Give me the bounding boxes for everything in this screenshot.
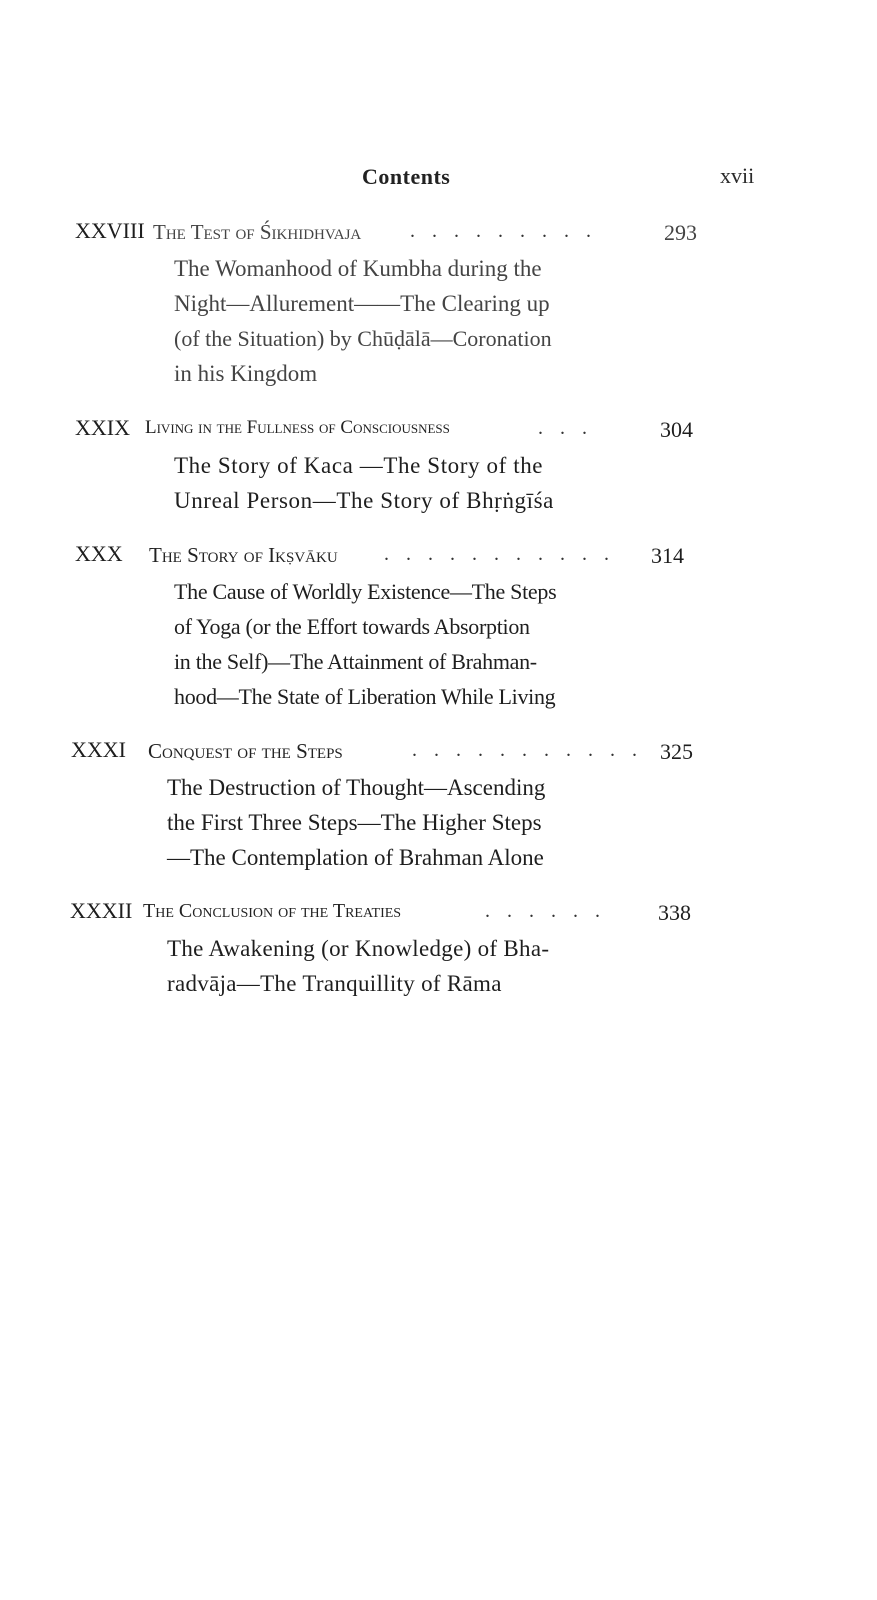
chapter-numeral: XXIX xyxy=(75,415,130,440)
synopsis-line: in the Self)—The Attainment of Brahman- xyxy=(174,649,537,674)
chapter-page-number: 293 xyxy=(664,220,697,245)
synopsis-line: in his Kingdom xyxy=(174,361,318,386)
chapter-numeral: XXX xyxy=(75,541,123,566)
chapter-title: The Test of Śikhidhvaja xyxy=(153,220,362,244)
synopsis-line: The Destruction of Thought—Ascending xyxy=(167,775,546,800)
synopsis-line: (of the Situation) by Chūḍālā—Coronation xyxy=(174,326,552,351)
chapter-title: Living in the Fullness of Consciousness xyxy=(145,417,450,438)
page-number: xvii xyxy=(720,163,755,188)
synopsis-line: hood—The State of Liberation While Living xyxy=(174,684,556,709)
chapter-page-number: 304 xyxy=(660,417,693,442)
synopsis-line: The Womanhood of Kumbha during the xyxy=(174,256,542,281)
dot-leader: . . . . . . xyxy=(485,900,606,922)
chapter-numeral: XXVIII xyxy=(75,218,145,243)
synopsis-line: —The Contemplation of Brahman Alone xyxy=(167,845,544,870)
chapter-synopsis xyxy=(174,574,624,714)
synopsis-line: The Story of Kaca —The Story of the xyxy=(174,453,544,478)
chapter-numeral: XXXI xyxy=(71,737,126,762)
dot-leader: . . . . . . . . . . . xyxy=(384,543,615,565)
chapter-title: The Conclusion of the Treaties xyxy=(143,900,402,922)
chapter-numeral: XXXII xyxy=(70,898,133,923)
synopsis-line: the First Three Steps—The Higher Steps xyxy=(167,810,542,835)
synopsis-line: The Cause of Worldly Existence—The Steps xyxy=(174,579,557,604)
synopsis-line: Unreal Person—The Story of Bhṛṅgīśa xyxy=(174,488,554,513)
chapter-synopsis xyxy=(174,448,624,518)
chapter-synopsis xyxy=(174,251,624,391)
chapter-title: The Story of Ikṣvāku xyxy=(149,543,338,567)
chapter-synopsis xyxy=(167,931,617,1001)
synopsis-line: Night—Allurement——The Clearing up xyxy=(174,291,550,316)
synopsis-line: The Awakening (or Knowledge) of Bha- xyxy=(167,936,550,961)
chapter-page-number: 338 xyxy=(658,900,691,925)
page-title: Contents xyxy=(362,164,451,189)
running-head xyxy=(0,160,877,196)
chapter-synopsis xyxy=(167,770,617,875)
dot-leader: . . . . . . . . . . . xyxy=(412,739,643,761)
dot-leader: . . . xyxy=(538,417,593,439)
synopsis-line: of Yoga (or the Effort towards Absorption xyxy=(174,614,530,639)
chapter-page-number: 314 xyxy=(651,543,684,568)
synopsis-line: radvāja—The Tranquillity of Rāma xyxy=(167,971,502,996)
chapter-title: Conquest of the Steps xyxy=(148,739,343,763)
dot-leader: . . . . . . . . . xyxy=(410,220,597,242)
chapter-page-number: 325 xyxy=(660,739,693,764)
